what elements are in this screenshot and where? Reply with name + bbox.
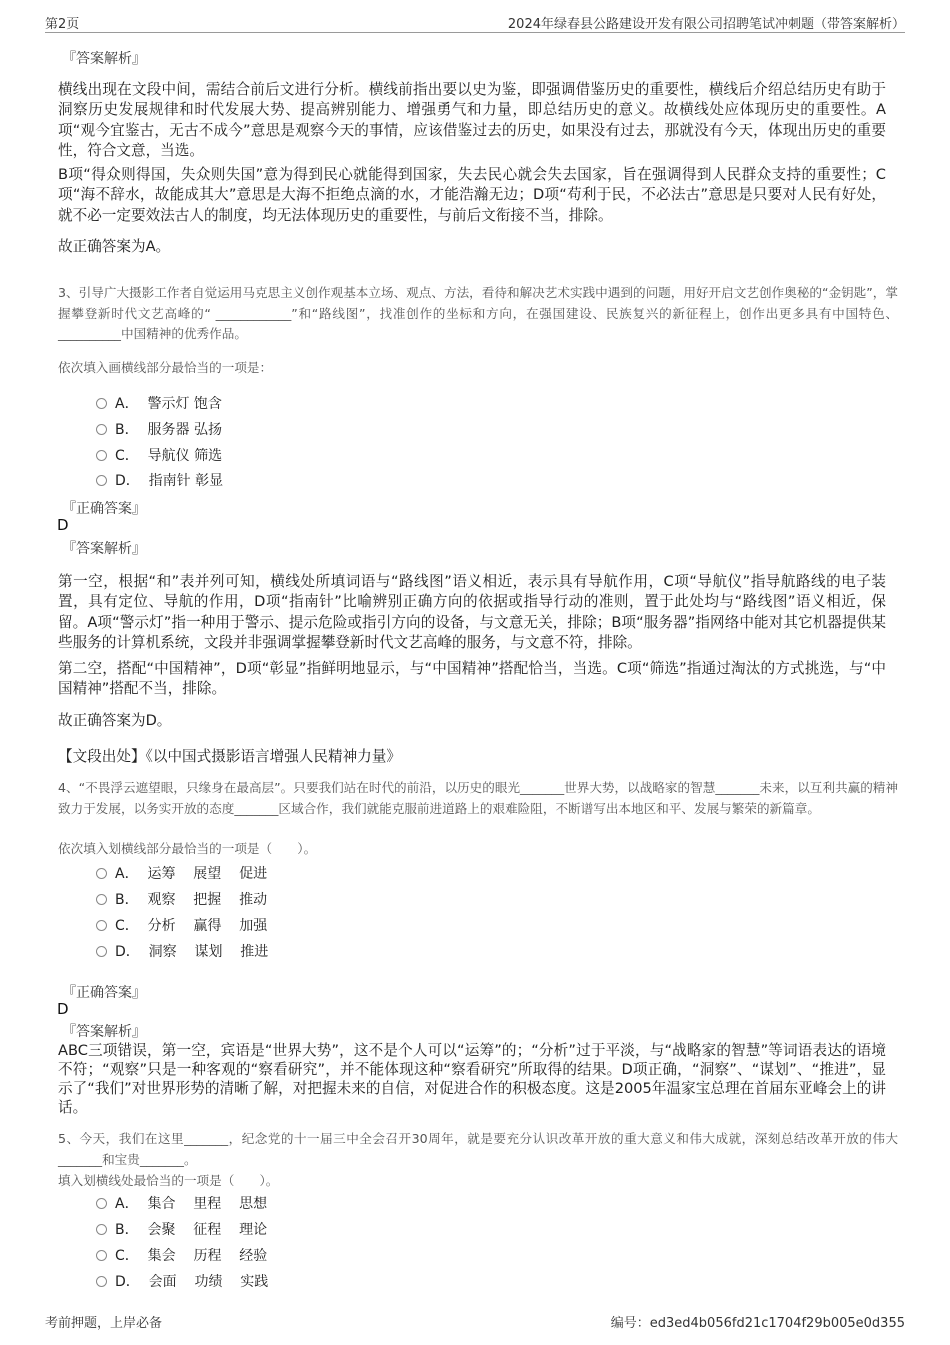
radio-icon[interactable] [96,1276,107,1287]
footer-slogan: 考前押题，上岸必备 [45,1316,163,1331]
q3-correct-answer: D [57,516,69,534]
footer-document-id: 编号：ed3ed4b056fd21c1704f29b005e0d355 [610,1316,905,1331]
q3-analysis-label: 『答案解析』 [62,541,146,557]
q3-option-a[interactable]: A． 警示灯 饱含 [96,393,222,413]
q3-option-b[interactable]: B． 服务器 弘扬 [96,419,222,439]
radio-icon[interactable] [96,946,107,957]
q2-analysis-para-1: 横线出现在文段中间，需结合前后文进行分析。横线前指出要以史为鉴，即强调借鉴历史的重要性，横线后介绍总结历史有助于洞察历史发展规律和时代发展大势、提高辨别能力、增强勇气和力量，即总结历史的意义。故横线处应体现历史的重要性。A项“观今宜鉴古，无古不成今”意思是观察今天的事情，应该借鉴过去的历史，如果没有过去，那就没有今天，体现出历史的重要性，符合文意，当选。 [58,81,886,160]
q4-analysis: ABC三项错误，第一空，宾语是“世界大势”，这不是个人可以“运筹”的；“分析”过于平淡，与“战略家的智慧”等词语表达的语境不符；“观察”只是一种客观的“察看研究”，并不能体现这种“察看研究”所取得的结果。D项正确，“洞察”、“谋划”、“推进”，显示了“我们”对世界形势的清晰了解，对把握未来的自信，对促进合作的积极态度。这是2005年温家宝总理在首届东亚峰会上的讲话。 [58,1042,886,1116]
q5-option-d[interactable]: D． 会面 功绩 实践 [96,1271,268,1291]
q3-option-c[interactable]: C． 导航仪 筛选 [96,445,222,465]
radio-icon[interactable] [96,424,107,435]
q3-source: 【文段出处】《以中国式摄影语言增强人民精神力量》 [58,748,401,765]
q4-stem: 4、“不畏浮云遮望眼，只缘身在最高层”。只要我们站在时代的前沿，以历史的眼光_______世界大势，以战略家的智慧_______未来，以互利共赢的精神致力于发展，以务实开放的态度_______区域合作，我们就能克服前进道路上的艰难险阻，不断谱写出本地区和平、发展与繁荣的新篇章。 [58,780,898,816]
q3-correct-label: 『正确答案』 [62,501,146,517]
page-number: 第2页 [45,17,80,32]
q2-analysis-para-2: B项“得众则得国，失众则失国”意为得到民心就能得到国家，失去民心就会失去国家，旨在强调得到人民群众支持的重要性；C项“海不辞水，故能成其大”意思是大海不拒绝点滴的水，才能浩瀚无边；D项“苟利于民，不必法古”意思是只要对人民有好处，就不必一定要效法古人的制度，均无法体现历史的重要性，与前后文衔接不当，排除。 [58,166,886,224]
q3-prompt: 依次填入画横线部分最恰当的一项是： [58,360,273,375]
q2-conclusion: 故正确答案为A。 [58,238,171,255]
q5-prompt: 填入划横线处最恰当的一项是（ ）。 [58,1173,279,1188]
q5-option-c[interactable]: C． 集会 历程 经验 [96,1245,267,1265]
radio-icon[interactable] [96,868,107,879]
q4-analysis-label: 『答案解析』 [62,1024,146,1040]
q4-correct-label: 『正确答案』 [62,985,146,1001]
document-title: 2024年绿春县公路建设开发有限公司招聘笔试冲刺题（带答案解析） [507,17,905,32]
radio-icon[interactable] [96,450,107,461]
radio-icon[interactable] [96,398,107,409]
q5-stem: 5、今天，我们在这里_______，纪念党的十一届三中全会召开30周年，就是要充分认识改革开放的重大意义和伟大成就，深刻总结改革开放的伟大_______和宝贵_______。 [58,1131,898,1167]
q4-option-b[interactable]: B． 观察 把握 推动 [96,889,267,909]
q4-correct-answer: D [57,1000,69,1018]
page-header [45,10,905,33]
radio-icon[interactable] [96,1224,107,1235]
q4-option-a[interactable]: A． 运筹 展望 促进 [96,863,267,883]
q2-analysis-label: 『答案解析』 [62,51,146,67]
q4-prompt: 依次填入划横线部分最恰当的一项是（ ）。 [58,841,317,856]
q3-conclusion: 故正确答案为D。 [58,712,172,729]
radio-icon[interactable] [96,920,107,931]
radio-icon[interactable] [96,894,107,905]
q4-option-d[interactable]: D． 洞察 谋划 推进 [96,941,268,961]
radio-icon[interactable] [96,475,107,486]
q5-option-b[interactable]: B． 会聚 征程 理论 [96,1219,267,1239]
q3-option-d[interactable]: D． 指南针 彰显 [96,470,223,490]
q3-stem: 3、引导广大摄影工作者自觉运用马克思主义创作观基本立场、观点、方法，看待和解决艺术实践中遇到的问题，用好开启文艺创作奥秘的“金钥匙”，掌握攀登新时代文艺高峰的“ ____________”和“路线图”，找准创作的坐标和方向，在强国建设、民族复兴的新征程上，创作出更多具有中国特色、 __________中国精神的优秀作品。 [58,285,898,341]
q4-option-c[interactable]: C． 分析 赢得 加强 [96,915,267,935]
q3-analysis-para-1: 第一空，根据“和”表并列可知，横线处所填词语与“路线图”语义相近，表示具有导航作用，C项“导航仪”指导航路线的电子装置，具有定位、导航的作用，D项“指南针”比喻辨别正确方向的依据或指导行动的准则，置于此处均与“路线图”语义相近，保留。A项“警示灯”指一种用于警示、提示危险或指引方向的设备，与文意无关，排除；B项“服务器”指网络中能对其它机器提供某些服务的计算机系统，文段并非强调掌握攀登新时代文艺高峰的服务，与文意不符，排除。 [58,573,886,652]
radio-icon[interactable] [96,1250,107,1261]
radio-icon[interactable] [96,1198,107,1209]
q5-option-a[interactable]: A． 集合 里程 思想 [96,1193,267,1213]
q3-analysis-para-2: 第二空，搭配“中国精神”，D项“彰显”指鲜明地显示，与“中国精神”搭配恰当，当选。C项“筛选”指通过淘汰的方式挑选，与“中国精神”搭配不当，排除。 [58,660,886,698]
